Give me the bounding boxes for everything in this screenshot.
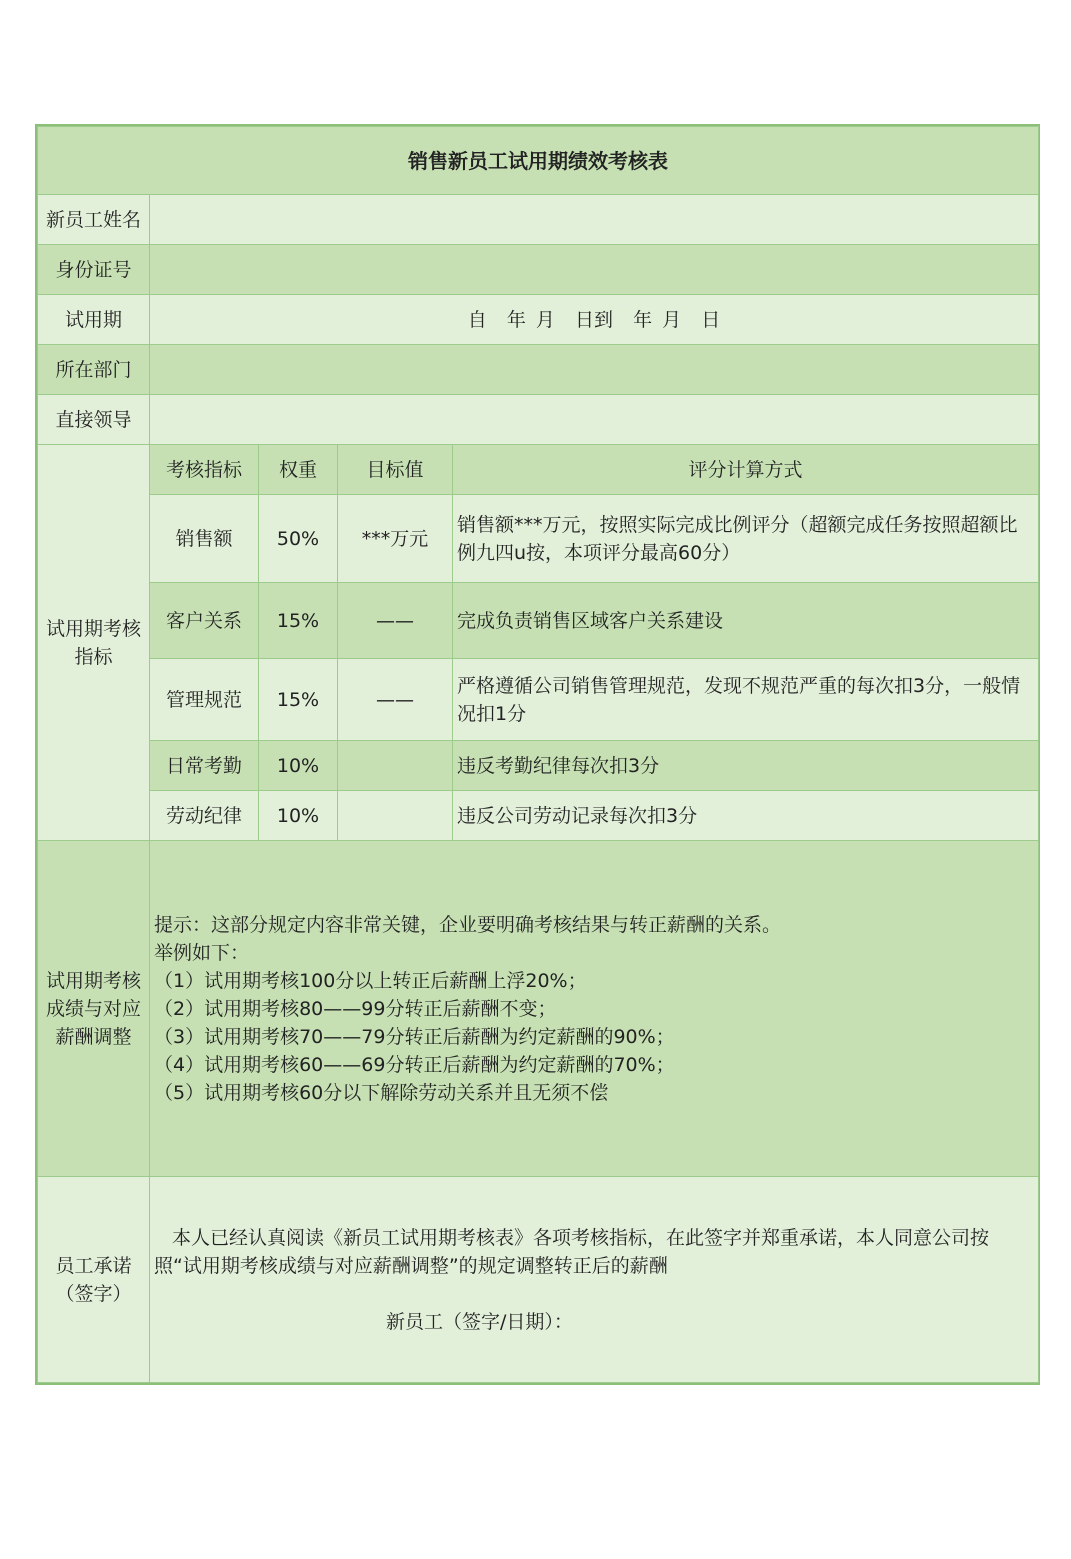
indicator-row bbox=[38, 583, 1039, 659]
header-indicator: 考核指标 bbox=[150, 445, 259, 495]
form-title: 销售新员工试用期绩效考核表 bbox=[38, 127, 1039, 195]
info-row bbox=[38, 195, 1039, 245]
salary-tip-line: 提示：这部分规定内容非常关键，企业要明确考核结果与转正薪酬的关系。 bbox=[154, 913, 782, 936]
indicator-row bbox=[38, 741, 1039, 791]
indicator-header-row bbox=[38, 445, 1039, 495]
indicator-method: 严格遵循公司销售管理规范，发现不规范严重的每次扣3分，一般情况扣1分 bbox=[453, 659, 1039, 741]
promise-text: 本人已经认真阅读《新员工试用期考核表》各项考核指标，在此签字并郑重承诺，本人同意公司按照“试用期考核成绩与对应薪酬调整”的规定调整转正后的薪酬 bbox=[154, 1226, 990, 1277]
indicator-weight: 50% bbox=[259, 495, 338, 583]
assessment-form bbox=[35, 124, 1040, 1385]
indicator-weight: 10% bbox=[259, 741, 338, 791]
indicator-method: 完成负责销售区域客户关系建设 bbox=[453, 583, 1039, 659]
indicator-name: 管理规范 bbox=[150, 659, 259, 741]
indicator-target[interactable]: —— bbox=[338, 583, 453, 659]
indicator-method: 违反考勤纪律每次扣3分 bbox=[453, 741, 1039, 791]
info-row bbox=[38, 295, 1039, 345]
indicator-weight: 10% bbox=[259, 791, 338, 841]
promise-content bbox=[150, 1177, 1039, 1383]
info-row bbox=[38, 395, 1039, 445]
indicator-method: 销售额***万元，按照实际完成比例评分（超额完成任务按照超额比例九四u按，本项评分最高60分） bbox=[453, 495, 1039, 583]
indicator-target[interactable]: —— bbox=[338, 659, 453, 741]
salary-rule-line: （1）试用期考核100分以上转正后薪酬上浮20%； bbox=[154, 969, 587, 992]
indicator-row bbox=[38, 791, 1039, 841]
salary-rules bbox=[150, 841, 1039, 1177]
salary-rule-line: （2）试用期考核80——99分转正后薪酬不变； bbox=[154, 997, 557, 1020]
header-method: 评分计算方式 bbox=[453, 445, 1039, 495]
promise-row bbox=[38, 1177, 1039, 1383]
signature-date-field[interactable]: 新员工（签字/日期）： bbox=[386, 1310, 573, 1333]
probation-period-field[interactable]: 自 年 月 日到 年 月 日 bbox=[150, 295, 1039, 345]
indicator-method: 违反公司劳动记录每次扣3分 bbox=[453, 791, 1039, 841]
indicator-section-label: 试用期考核指标 bbox=[38, 445, 150, 841]
indicator-row bbox=[38, 659, 1039, 741]
salary-adjustment-row bbox=[38, 841, 1039, 1177]
indicator-weight: 15% bbox=[259, 659, 338, 741]
salary-rule-line: （3）试用期考核70——79分转正后薪酬为约定薪酬的90%； bbox=[154, 1025, 675, 1048]
department-label: 所在部门 bbox=[38, 345, 150, 395]
indicator-weight: 15% bbox=[259, 583, 338, 659]
indicator-name: 销售额 bbox=[150, 495, 259, 583]
probation-period-label: 试用期 bbox=[38, 295, 150, 345]
indicator-row bbox=[38, 495, 1039, 583]
indicator-name: 日常考勤 bbox=[150, 741, 259, 791]
indicator-name: 客户关系 bbox=[150, 583, 259, 659]
header-target: 目标值 bbox=[338, 445, 453, 495]
indicator-name: 劳动纪律 bbox=[150, 791, 259, 841]
info-row bbox=[38, 345, 1039, 395]
indicator-target[interactable]: ***万元 bbox=[338, 495, 453, 583]
id-number-label: 身份证号 bbox=[38, 245, 150, 295]
salary-tip-line: 举例如下： bbox=[154, 941, 250, 964]
salary-rule-line: （4）试用期考核60——69分转正后薪酬为约定薪酬的70%； bbox=[154, 1053, 675, 1076]
employee-name-label: 新员工姓名 bbox=[38, 195, 150, 245]
form-table bbox=[37, 126, 1039, 1383]
salary-rule-line: （5）试用期考核60分以下解除劳动关系并且无须不偿 bbox=[154, 1081, 609, 1104]
direct-leader-label: 直接领导 bbox=[38, 395, 150, 445]
salary-section-label: 试用期考核成绩与对应薪酬调整 bbox=[38, 841, 150, 1177]
info-row bbox=[38, 245, 1039, 295]
header-weight: 权重 bbox=[259, 445, 338, 495]
indicator-target[interactable] bbox=[338, 741, 453, 791]
department-field[interactable] bbox=[150, 345, 1039, 395]
direct-leader-field[interactable] bbox=[150, 395, 1039, 445]
promise-section-label: 员工承诺（签字） bbox=[38, 1177, 150, 1383]
id-number-field[interactable] bbox=[150, 245, 1039, 295]
indicator-target[interactable] bbox=[338, 791, 453, 841]
employee-name-field[interactable] bbox=[150, 195, 1039, 245]
